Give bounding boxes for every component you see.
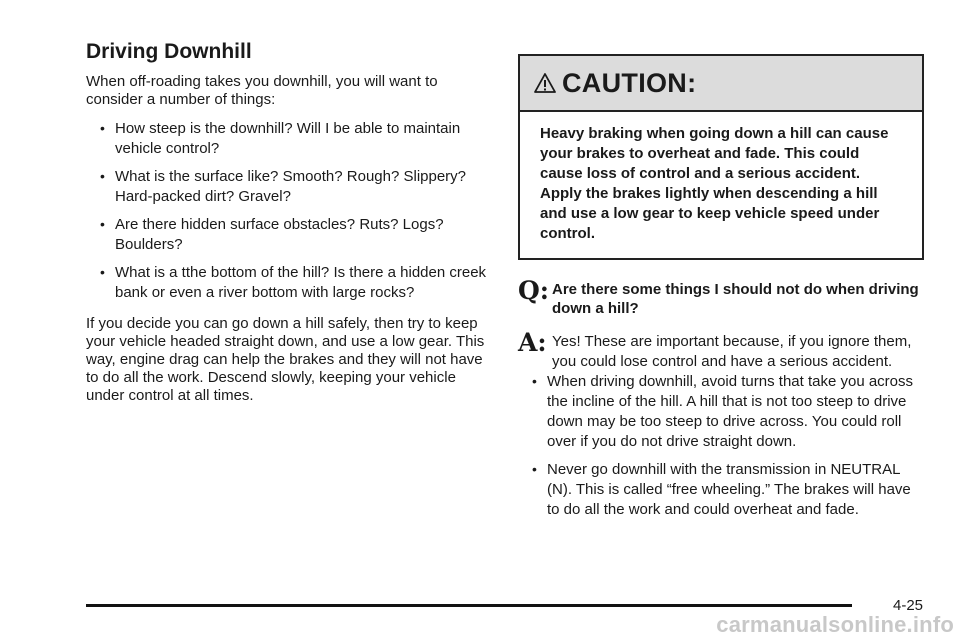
- list-item: • What is a tthe bottom of the hill? Is there a hidden creek bank or even a river bottom with large rocks?: [100, 264, 487, 302]
- list-item: • Are there hidden surface obstacles? Ruts? Logs? Boulders?: [100, 216, 444, 254]
- answer-list: [518, 372, 924, 520]
- section-heading: Driving Downhill: [86, 40, 252, 63]
- left-column: [86, 40, 496, 415]
- bullet-icon: •: [100, 168, 105, 185]
- footer-divider: [86, 604, 852, 607]
- intro-paragraph: When off-roading takes you downhill, you will want to consider a number of things:: [86, 73, 438, 109]
- question-marker: Q:: [518, 276, 550, 305]
- answer-marker: A:: [518, 328, 547, 357]
- bullet-icon: •: [100, 120, 105, 137]
- bullet-icon: •: [100, 216, 105, 233]
- warning-triangle-icon: [534, 72, 556, 94]
- caution-box: [518, 54, 924, 260]
- closing-paragraph: If you decide you can go down a hill safely, then try to keep your vehicle headed straight down, and use a low gear. This way, engine drag can help the brakes and they will not have to do all the work. Descend slowly, keeping your vehicle under control at all times.: [86, 315, 485, 405]
- answer-text: Yes! These are important because, if you ignore them, you could lose control and have a serious accident.: [552, 333, 912, 370]
- question-text: Are there some things I should not do when driving down a hill?: [552, 281, 919, 317]
- answer-block: [518, 328, 924, 372]
- list-item: • What is the surface like? Smooth? Rough? Slippery? Hard-packed dirt? Gravel?: [100, 168, 467, 206]
- caution-header: [520, 56, 922, 112]
- list-item: • How steep is the downhill? Will I be able to maintain vehicle control?: [100, 120, 461, 158]
- page-number: 4-25: [893, 597, 924, 614]
- list-item: • Never go downhill with the transmission in NEUTRAL (N). This is called “free wheeling.” The brakes will have to do all the work and could overheat and fade.: [532, 461, 911, 518]
- right-column: [518, 54, 924, 532]
- bullet-icon: •: [532, 373, 537, 389]
- question-block: [518, 276, 924, 318]
- bullet-icon: •: [532, 461, 537, 477]
- considerations-list: [86, 119, 496, 303]
- caution-text: Heavy braking when going down a hill can cause your brakes to overheat and fade. This could cause loss of control and a serious accident. Apply the brakes lightly when descending a hill and use a low gear to keep vehicle speed under control.: [540, 125, 889, 242]
- list-item: • When driving downhill, avoid turns that take you across the incline of the hill. A hill that is not too steep to drive down may be too steep to drive across. You could roll over if you do not drive straight down.: [532, 373, 914, 450]
- caution-title: CAUTION:: [562, 67, 697, 98]
- watermark: carmanualsonline.info: [716, 612, 954, 637]
- bullet-icon: •: [100, 264, 105, 281]
